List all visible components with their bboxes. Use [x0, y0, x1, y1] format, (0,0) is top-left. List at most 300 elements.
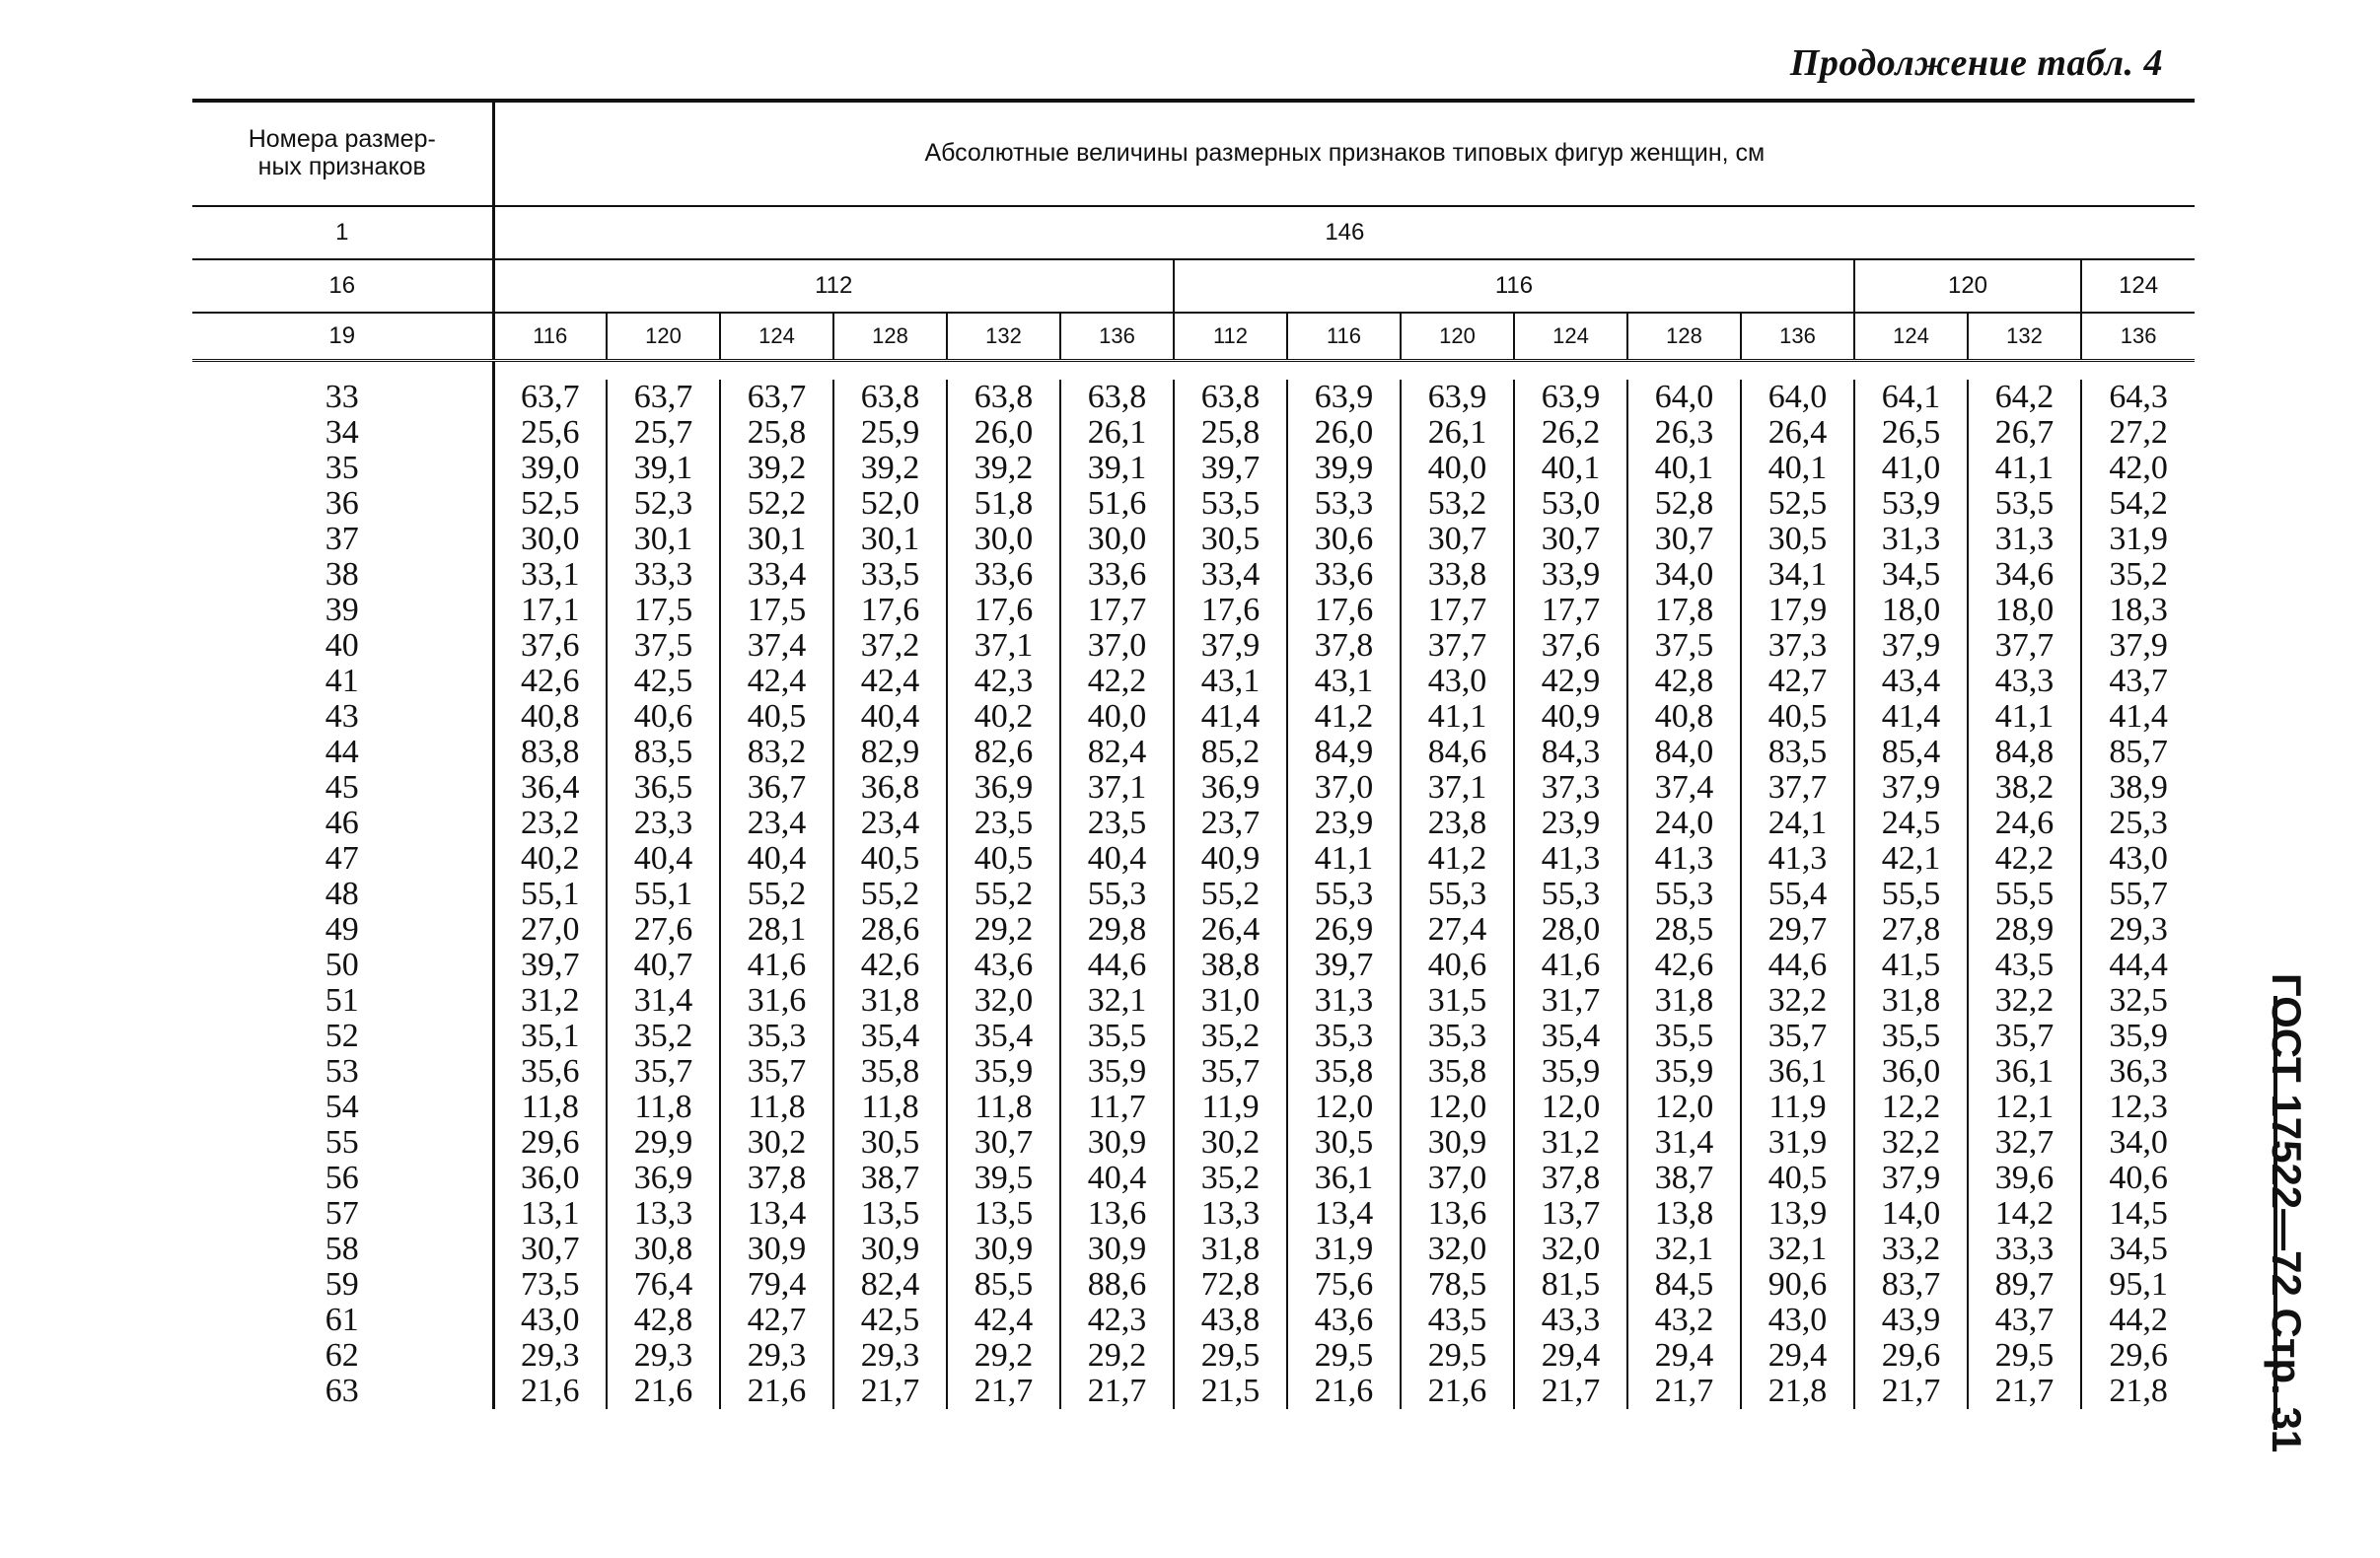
- table-cell: 30,9: [947, 1232, 1060, 1267]
- table-row: [192, 486, 2195, 522]
- table-cell: 41,1: [1968, 699, 2081, 735]
- table-cell: 32,7: [1968, 1125, 2081, 1161]
- table-cell: 41,4: [2109, 698, 2168, 735]
- spacer-right: [493, 361, 2195, 381]
- table-cell: 35,2: [1174, 1019, 1287, 1054]
- table-cell: 42,0: [2109, 450, 2168, 486]
- table-cell: 31,9: [1287, 1232, 1401, 1267]
- table-cell: 40,5: [947, 841, 1060, 877]
- table-cell: 37,1: [1060, 770, 1174, 806]
- table-cell: 25,8: [1174, 415, 1287, 451]
- table-cell: 35,5: [1854, 1019, 1968, 1054]
- table-cell: 40,1: [1514, 451, 1627, 486]
- table-cell: 37,9: [1854, 770, 1968, 806]
- table-cell: 43,7: [1968, 1303, 2081, 1338]
- table-cell: 44,2: [2109, 1302, 2168, 1338]
- table-cell: 17,6: [1174, 593, 1287, 628]
- table-cell: 39,2: [720, 451, 833, 486]
- table-cell: 23,9: [1514, 806, 1627, 841]
- table-cell: 17,1: [493, 593, 607, 628]
- sub-column-header: 112: [1174, 313, 1287, 361]
- table-cell: 31,2: [1514, 1125, 1627, 1161]
- table-cell: 23,4: [720, 806, 833, 841]
- row-label: 61: [192, 1303, 493, 1338]
- table-cell: 31,4: [1627, 1125, 1741, 1161]
- table-cell: 28,0: [1514, 912, 1627, 948]
- table-cell: 39,2: [833, 451, 947, 486]
- table-cell: 41,2: [1401, 841, 1514, 877]
- table-cell: 39,1: [607, 451, 720, 486]
- table-cell: 43,9: [1854, 1303, 1968, 1338]
- row-label: 62: [192, 1338, 493, 1374]
- table-cell: 53,5: [1968, 486, 2081, 522]
- table-cell: 21,7: [833, 1374, 947, 1409]
- table-cell: 55,2: [947, 877, 1060, 912]
- table-cell: 26,4: [1741, 415, 1854, 451]
- table-cell: 38,7: [1627, 1161, 1741, 1196]
- table-cell: 32,2: [1741, 983, 1854, 1019]
- table-cell: 26,9: [1287, 912, 1401, 948]
- table-cell: 43,0: [1741, 1303, 1854, 1338]
- table-cell: 40,4: [1060, 1161, 1174, 1196]
- table-cell: 41,1: [1401, 699, 1514, 735]
- table-cell: 17,5: [720, 593, 833, 628]
- table-cell: 23,9: [1287, 806, 1401, 841]
- table-cell: 21,8: [2109, 1373, 2168, 1409]
- table-cell: 44,6: [1060, 948, 1174, 983]
- table-cell: 33,1: [493, 557, 607, 593]
- row-label: 41: [192, 664, 493, 699]
- table-cell: 42,4: [833, 664, 947, 699]
- row-label: 47: [192, 841, 493, 877]
- table-cell: 72,8: [1174, 1267, 1287, 1303]
- table-cell: 13,3: [607, 1196, 720, 1232]
- row-label: 59: [192, 1267, 493, 1303]
- table-cell: 13,5: [947, 1196, 1060, 1232]
- table-cell: 39,1: [1060, 451, 1174, 486]
- table-cell: 35,1: [493, 1019, 607, 1054]
- table-cell: 41,3: [1741, 841, 1854, 877]
- table-cell: 83,2: [720, 735, 833, 770]
- table-cell: 37,0: [1060, 628, 1174, 664]
- table-cell: 88,6: [1060, 1267, 1174, 1303]
- table-cell: 17,7: [1401, 593, 1514, 628]
- table-cell: 37,3: [1741, 628, 1854, 664]
- table-row: [192, 1090, 2195, 1125]
- table-cell: 55,2: [833, 877, 947, 912]
- table-cell: 30,6: [1287, 522, 1401, 557]
- table-cell: 31,3: [1287, 983, 1401, 1019]
- table-cell: 33,6: [947, 557, 1060, 593]
- table-cell: 17,6: [833, 593, 947, 628]
- table-cell: 29,7: [1741, 912, 1854, 948]
- table-cell: 41,3: [1627, 841, 1741, 877]
- table-cell: 36,9: [947, 770, 1060, 806]
- table-cell: 43,7: [2109, 663, 2168, 699]
- table-cell: 39,9: [1287, 451, 1401, 486]
- table-cell: 83,8: [493, 735, 607, 770]
- table-cell: 37,0: [1401, 1161, 1514, 1196]
- table-cell: 41,2: [1287, 699, 1401, 735]
- table-cell: 44,4: [2109, 947, 2168, 983]
- table-cell: 81,5: [1514, 1267, 1627, 1303]
- spacer-left: [192, 361, 493, 381]
- table-cell: 21,6: [1287, 1374, 1401, 1409]
- table-cell: 64,1: [1854, 380, 1968, 415]
- table-cell: 12,0: [1401, 1090, 1514, 1125]
- table-cell: 30,5: [833, 1125, 947, 1161]
- table-cell: 31,5: [1401, 983, 1514, 1019]
- table-cell: 40,6: [607, 699, 720, 735]
- table-cell: 33,4: [720, 557, 833, 593]
- table-cell: 30,9: [1401, 1125, 1514, 1161]
- table-cell: 85,7: [2109, 734, 2168, 770]
- row-label: 57: [192, 1196, 493, 1232]
- table-cell: 18,0: [1854, 593, 1968, 628]
- table-cell: 28,6: [833, 912, 947, 948]
- table-cell: 37,8: [1514, 1161, 1627, 1196]
- table-cell: 42,7: [1741, 664, 1854, 699]
- table-cell: 35,2: [1174, 1161, 1287, 1196]
- table-cell: 29,3: [607, 1338, 720, 1374]
- table-cell: 40,4: [720, 841, 833, 877]
- table-cell: 35,7: [1741, 1019, 1854, 1054]
- row-label: 58: [192, 1232, 493, 1267]
- table-cell: 43,2: [1627, 1303, 1741, 1338]
- table-cell: 42,4: [720, 664, 833, 699]
- table-cell: 30,7: [947, 1125, 1060, 1161]
- table-cell: 37,4: [720, 628, 833, 664]
- table-cell: 55,4: [1741, 877, 1854, 912]
- sub-column-header: 116: [493, 313, 607, 361]
- row-label: 34: [192, 415, 493, 451]
- table-cell: 28,1: [720, 912, 833, 948]
- table-cell: 38,8: [1174, 948, 1287, 983]
- table-cell: 37,5: [1627, 628, 1741, 664]
- table-cell: 11,9: [1741, 1090, 1854, 1125]
- table-cell: 31,2: [493, 983, 607, 1019]
- table-cell: 39,6: [1968, 1161, 2081, 1196]
- table-cell: 24,1: [1741, 806, 1854, 841]
- table-cell: 78,5: [1401, 1267, 1514, 1303]
- table-cell: 29,3: [2109, 911, 2168, 948]
- table-cell: 64,2: [1968, 380, 2081, 415]
- table-cell: 44,6: [1741, 948, 1854, 983]
- table-cell: 12,0: [1627, 1090, 1741, 1125]
- table-row: [192, 522, 2195, 557]
- table-cell: 35,7: [1968, 1019, 2081, 1054]
- table-cell: 25,3: [2109, 805, 2168, 841]
- table-cell: 55,1: [493, 877, 607, 912]
- table-cell: 12,0: [1287, 1090, 1401, 1125]
- table-cell: 21,6: [493, 1374, 607, 1409]
- table-cell: 37,9: [2109, 627, 2168, 664]
- table-cell: 35,4: [947, 1019, 1060, 1054]
- table-cell: 54,2: [2109, 485, 2168, 522]
- table-cell: 82,6: [947, 735, 1060, 770]
- table-cell: 73,5: [493, 1267, 607, 1303]
- table-cell: 40,7: [607, 948, 720, 983]
- table-cell: 29,2: [1060, 1338, 1174, 1374]
- table-row: [192, 1338, 2195, 1374]
- table-cell: 40,6: [1401, 948, 1514, 983]
- table-cell: 36,1: [1287, 1161, 1401, 1196]
- table-cell: 63,7: [720, 380, 833, 415]
- table-cell: 37,9: [1854, 1161, 1968, 1196]
- table-cell: 40,5: [720, 699, 833, 735]
- sub-column-header: 132: [947, 313, 1060, 361]
- table-cell: 35,3: [720, 1019, 833, 1054]
- table-cell: 40,4: [607, 841, 720, 877]
- table-cell: 40,9: [1514, 699, 1627, 735]
- table-cell: 52,5: [1741, 486, 1854, 522]
- table-cell: 32,1: [1627, 1232, 1741, 1267]
- row-label: 33: [192, 380, 493, 415]
- sub-column-header: 136: [2081, 313, 2195, 361]
- table-cell: 84,3: [1514, 735, 1627, 770]
- table-cell: 18,3: [2109, 592, 2168, 628]
- table-cell: 40,8: [493, 699, 607, 735]
- main-header: Абсолютные величины размерных признаков типовых фигур женщин, см: [493, 101, 2195, 206]
- row-label: 35: [192, 451, 493, 486]
- table-cell: 40,1: [1741, 451, 1854, 486]
- table-cell: 33,5: [833, 557, 947, 593]
- table-cell: 43,5: [1401, 1303, 1514, 1338]
- table-cell: 35,7: [720, 1054, 833, 1090]
- table-cell: 29,2: [947, 912, 1060, 948]
- table-cell: 40,8: [1627, 699, 1741, 735]
- table-cell: 21,7: [1854, 1374, 1968, 1409]
- table-cell: 55,3: [1287, 877, 1401, 912]
- table-cell: 31,0: [1174, 983, 1287, 1019]
- table-cell: 23,8: [1401, 806, 1514, 841]
- table-cell: 33,6: [1060, 557, 1174, 593]
- table-cell: 13,8: [1627, 1196, 1741, 1232]
- table-row: [192, 664, 2195, 699]
- table-cell: 24,6: [1968, 806, 2081, 841]
- table-cell: 35,9: [947, 1054, 1060, 1090]
- table-row: [192, 699, 2195, 735]
- table-cell: 17,6: [947, 593, 1060, 628]
- table-cell: 31,8: [1854, 983, 1968, 1019]
- table-cell: 41,4: [1174, 699, 1287, 735]
- table-cell: 43,0: [2109, 840, 2168, 877]
- table-cell: 11,9: [1174, 1090, 1287, 1125]
- table-cell: 37,1: [947, 628, 1060, 664]
- table-cell: 63,9: [1514, 380, 1627, 415]
- table-cell: 21,7: [947, 1374, 1060, 1409]
- table-cell: 40,4: [1060, 841, 1174, 877]
- table-cell: 31,6: [720, 983, 833, 1019]
- table-cell: 33,8: [1401, 557, 1514, 593]
- row-label-1: 1: [192, 206, 493, 259]
- table-row: [192, 1196, 2195, 1232]
- sub-column-header: 124: [720, 313, 833, 361]
- table-cell: 53,2: [1401, 486, 1514, 522]
- table-cell: 53,0: [1514, 486, 1627, 522]
- table-row: [192, 983, 2195, 1019]
- table-cell: 27,8: [1854, 912, 1968, 948]
- table-cell: 36,1: [1968, 1054, 2081, 1090]
- table-cell: 42,6: [1627, 948, 1741, 983]
- table-cell: 30,9: [1060, 1125, 1174, 1161]
- table-cell: 32,2: [1854, 1125, 1968, 1161]
- table-cell: 41,6: [720, 948, 833, 983]
- row-label: 52: [192, 1019, 493, 1054]
- table-cell: 29,6: [1854, 1338, 1968, 1374]
- table-cell: 28,9: [1968, 912, 2081, 948]
- row-label: 50: [192, 948, 493, 983]
- table-cell: 41,1: [1968, 451, 2081, 486]
- table-cell: 31,8: [1627, 983, 1741, 1019]
- table-cell: 30,0: [493, 522, 607, 557]
- table-row: [192, 380, 2195, 415]
- table-cell: 37,9: [1854, 628, 1968, 664]
- table-cell: 55,3: [1627, 877, 1741, 912]
- table-cell: 37,1: [1401, 770, 1514, 806]
- table-cell: 21,8: [1741, 1374, 1854, 1409]
- left-header-text: Номера размер- ных признаков: [248, 125, 436, 180]
- table-cell: 30,7: [493, 1232, 607, 1267]
- table-cell: 37,8: [720, 1161, 833, 1196]
- table-cell: 39,7: [1287, 948, 1401, 983]
- table-cell: 35,9: [1060, 1054, 1174, 1090]
- table-cell: 32,0: [1401, 1232, 1514, 1267]
- table-cell: 30,8: [607, 1232, 720, 1267]
- table-cell: 37,5: [607, 628, 720, 664]
- table-cell: 55,3: [1060, 877, 1174, 912]
- table-row: [192, 912, 2195, 948]
- table-cell: 23,5: [947, 806, 1060, 841]
- table-cell: 63,7: [607, 380, 720, 415]
- table-cell: 64,0: [1741, 380, 1854, 415]
- sub-column-header: 136: [1060, 313, 1174, 361]
- table-cell: 31,8: [833, 983, 947, 1019]
- table-cell: 37,6: [1514, 628, 1627, 664]
- table-cell: 43,8: [1174, 1303, 1287, 1338]
- table-cell: 40,9: [1174, 841, 1287, 877]
- table-cell: 24,5: [1854, 806, 1968, 841]
- table-row: [192, 806, 2195, 841]
- row-label: 39: [192, 593, 493, 628]
- table-row: [192, 1303, 2195, 1338]
- table-cell: 32,1: [1060, 983, 1174, 1019]
- table-cell: 36,8: [833, 770, 947, 806]
- table-cell: 31,3: [1854, 522, 1968, 557]
- table-cell: 37,0: [1287, 770, 1401, 806]
- table-cell: 24,0: [1627, 806, 1741, 841]
- table-cell: 63,9: [1401, 380, 1514, 415]
- table-cell: 42,4: [947, 1303, 1060, 1338]
- table-cell: 30,7: [1401, 522, 1514, 557]
- table-cell: 84,8: [1968, 735, 2081, 770]
- table-cell: 63,8: [947, 380, 1060, 415]
- table-row: [192, 1054, 2195, 1090]
- table-cell: 31,9: [1741, 1125, 1854, 1161]
- table-row: [192, 1125, 2195, 1161]
- sub-column-header: 136: [1741, 313, 1854, 361]
- table-cell: 29,8: [1060, 912, 1174, 948]
- table-cell: 33,3: [1968, 1232, 2081, 1267]
- table-cell: 83,7: [1854, 1267, 1968, 1303]
- row-label: 53: [192, 1054, 493, 1090]
- table-cell: 55,2: [720, 877, 833, 912]
- table-cell: 40,5: [833, 841, 947, 877]
- table-cell: 82,9: [833, 735, 947, 770]
- table-cell: 23,7: [1174, 806, 1287, 841]
- table-cell: 40,2: [947, 699, 1060, 735]
- table-cell: 35,8: [1401, 1054, 1514, 1090]
- table-cell: 21,7: [1627, 1374, 1741, 1409]
- table-cell: 37,2: [833, 628, 947, 664]
- table-cell: 64,0: [1627, 380, 1741, 415]
- table-cell: 30,7: [1514, 522, 1627, 557]
- table-cell: 43,0: [493, 1303, 607, 1338]
- table-cell: 42,8: [1627, 664, 1741, 699]
- table-cell: 35,9: [1627, 1054, 1741, 1090]
- sub-column-header: 124: [1854, 313, 1968, 361]
- table-cell: 41,6: [1514, 948, 1627, 983]
- table-cell: 26,5: [1854, 415, 1968, 451]
- table-cell: 37,7: [1968, 628, 2081, 664]
- table-cell: 38,7: [833, 1161, 947, 1196]
- continuation-label: Продолжение табл. 4: [1789, 42, 2163, 84]
- table-cell: 31,8: [1174, 1232, 1287, 1267]
- table-cell: 41,4: [1854, 699, 1968, 735]
- table-cell: 40,5: [1741, 699, 1854, 735]
- table-cell: 32,0: [1514, 1232, 1627, 1267]
- table-cell: 51,6: [1060, 486, 1174, 522]
- table-cell: 83,5: [607, 735, 720, 770]
- table-row: [192, 415, 2195, 451]
- table-cell: 29,9: [607, 1125, 720, 1161]
- row-label: 48: [192, 877, 493, 912]
- table-cell: 13,6: [1060, 1196, 1174, 1232]
- table-cell: 17,7: [1060, 593, 1174, 628]
- table-cell: 37,3: [1514, 770, 1627, 806]
- table-cell: 29,6: [493, 1125, 607, 1161]
- group-header: 124: [2081, 259, 2195, 313]
- table-cell: 55,7: [2109, 876, 2168, 912]
- table-cell: 35,2: [607, 1019, 720, 1054]
- table-cell: 37,7: [1401, 628, 1514, 664]
- table-cell: 63,9: [1287, 380, 1401, 415]
- table-cell: 43,4: [1854, 664, 1968, 699]
- table-cell: 84,9: [1287, 735, 1401, 770]
- row-label-19: 19: [192, 313, 493, 361]
- table-cell: 55,5: [1968, 877, 2081, 912]
- table-cell: 30,9: [1060, 1232, 1174, 1267]
- table-row: [192, 948, 2195, 983]
- table-cell: 35,8: [833, 1054, 947, 1090]
- table-cell: 84,0: [1627, 735, 1741, 770]
- table-cell: 55,5: [1854, 877, 1968, 912]
- table-cell: 30,2: [720, 1125, 833, 1161]
- table-cell: 27,4: [1401, 912, 1514, 948]
- table-cell: 42,3: [947, 664, 1060, 699]
- table-cell: 21,6: [1401, 1374, 1514, 1409]
- left-header: [192, 101, 493, 206]
- table-cell: 43,1: [1287, 664, 1401, 699]
- table-cell: 76,4: [607, 1267, 720, 1303]
- table-cell: 14,5: [2109, 1195, 2168, 1232]
- table-cell: 64,3: [2109, 379, 2168, 415]
- table-cell: 40,6: [2109, 1160, 2168, 1196]
- table-cell: 42,5: [607, 664, 720, 699]
- table-row: [192, 735, 2195, 770]
- table-cell: 26,1: [1401, 415, 1514, 451]
- table-cell: 21,7: [1968, 1374, 2081, 1409]
